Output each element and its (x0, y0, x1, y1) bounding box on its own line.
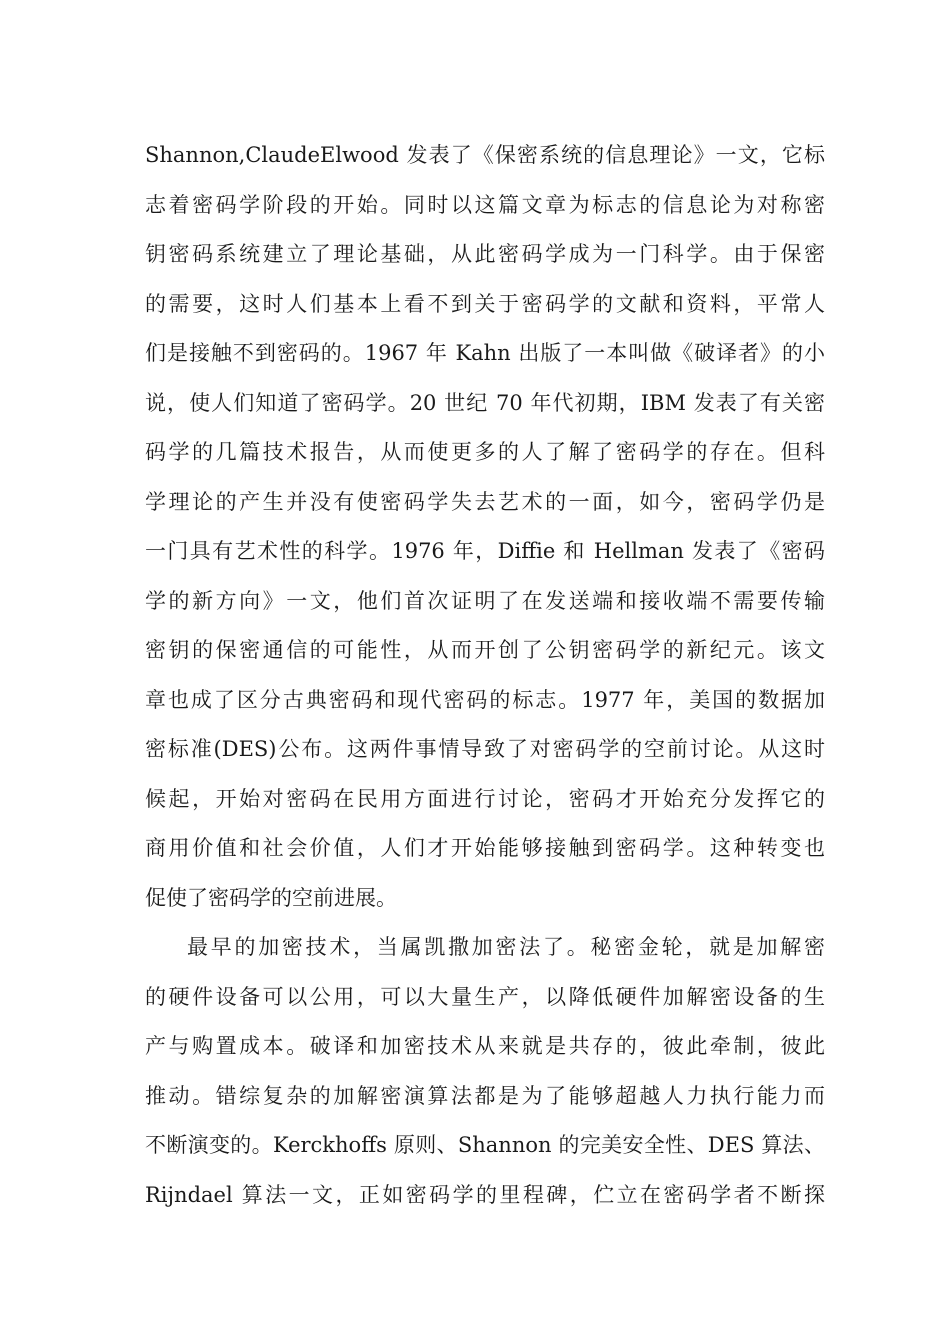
paragraph-1 (145, 131, 825, 923)
text-line: 章也成了区分古典密码和现代密码的标志。1977 年，美国的数据加 (145, 687, 825, 712)
text-line: 说，使人们知道了密码学。20 世纪 70 年代初期，IBM 发表了有关密 (145, 390, 825, 415)
text-line: 钥密码系统建立了理论基础，从此密码学成为一门科学。由于保密 (145, 242, 825, 266)
text-line: 学理论的产生并没有使密码学失去艺术的一面，如今，密码学仍是 (145, 489, 825, 514)
text-line: Rijndael 算法一文，正如密码学的里程碑，伫立在密码学者不断探 (145, 1182, 825, 1207)
text-line: 一门具有艺术性的科学。1976 年，Diffie 和 Hellman 发表了《密码 (145, 539, 825, 563)
text-line: 的需要，这时人们基本上看不到关于密码学的文献和资料，平常人 (145, 291, 825, 316)
text-line: 候起，开始对密码在民用方面进行讨论，密码才开始充分发挥它的 (145, 786, 825, 811)
text-line-indented: 最早的加密技术，当属凯撒加密法了。秘密金轮，就是加解密 (187, 935, 825, 959)
text-line: 密钥的保密通信的可能性，从而开创了公钥密码学的新纪元。该文 (145, 638, 825, 662)
text-line: 码学的几篇技术报告，从而使更多的人了解了密码学的存在。但科 (145, 440, 825, 464)
text-line: 们是接触不到密码的。1967 年 Kahn 出版了一本叫做《破译者》的小 (145, 341, 825, 365)
text-line: 推动。错综复杂的加解密演算法都是为了能够超越人力执行能力而 (145, 1083, 825, 1108)
text-line: Shannon,ClaudeElwood 发表了《保密系统的信息理论》一文，它标 (145, 143, 825, 167)
text-line: 不断演变的。Kerckhoffs 原则、Shannon 的完美安全性、DES 算法、 (145, 1133, 825, 1157)
text-line: 志着密码学阶段的开始。同时以这篇文章为标志的信息论为对称密 (145, 192, 825, 217)
text-line: 学的新方向》一文，他们首次证明了在发送端和接收端不需要传输 (145, 588, 825, 613)
paragraph-2 (145, 923, 825, 1220)
text-line: 密标准(DES)公布。这两件事情导致了对密码学的空前讨论。从这时 (145, 737, 825, 761)
document-body (145, 131, 825, 1220)
text-line-last: 促使了密码学的空前进展。 (145, 885, 397, 910)
text-line: 产与购置成本。破译和加密技术从来就是共存的，彼此牵制，彼此 (145, 1034, 825, 1058)
text-line: 的硬件设备可以公用，可以大量生产，以降低硬件加解密设备的生 (145, 984, 825, 1009)
text-line: 商用价值和社会价值，人们才开始能够接触到密码学。这种转变也 (145, 836, 825, 860)
